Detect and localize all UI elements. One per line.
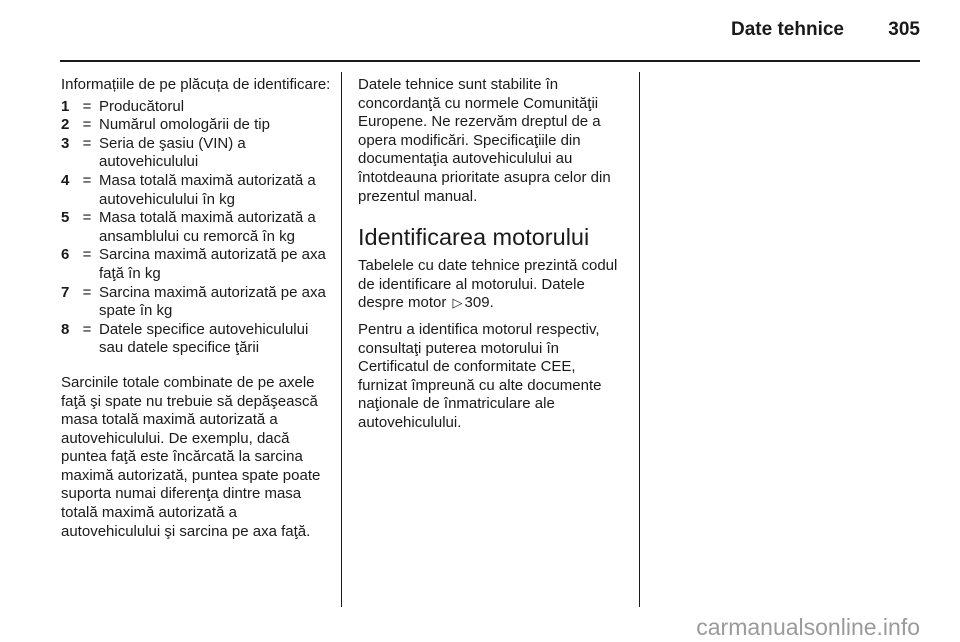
list-item [61, 209, 333, 246]
item-text: Masa totală maximă autorizată a autovehiculului în kg [99, 171, 316, 208]
column-divider-2 [639, 72, 640, 607]
plate-legend-list [61, 98, 333, 358]
item-text: Seria de şasiu (VIN) a autovehiculului [99, 134, 246, 171]
middle-column [358, 76, 628, 433]
plate-intro: Informațiile de pe plăcuța de identificare: [61, 76, 331, 93]
watermark: carmanualsonline.info [696, 614, 920, 640]
item-number: 8 [61, 320, 70, 338]
item-text: Sarcina maximă autorizată pe axa spate în kg [99, 283, 326, 320]
item-separator: = [82, 134, 92, 152]
item-number: 3 [61, 134, 70, 152]
left-column [61, 76, 333, 541]
page-title: Date tehnice [731, 19, 844, 40]
item-separator: = [82, 320, 92, 338]
section-heading: Identificarea motorului [358, 224, 590, 251]
reference-arrow-icon: ▷ [452, 295, 463, 311]
item-text: Masa totală maximă autorizată a ansamblului cu remorcă în kg [99, 209, 316, 245]
item-separator: = [82, 283, 92, 301]
list-item [61, 321, 333, 358]
technical-data-paragraph: Datele tehnice sunt stabilite în concordanţă cu normele Comunităţii Europene. Ne rezervăm dreptul de a opera modificări. Specificaţiile din documentaţia autovehiculului au întotdeauna prioritate asupra celor din prezentul manual. [358, 76, 611, 205]
item-number: 7 [61, 283, 70, 301]
list-item [61, 116, 333, 135]
item-separator: = [82, 209, 92, 227]
page-header [60, 19, 920, 47]
list-item [61, 98, 333, 117]
load-paragraph: Sarcinile totale combinate de pe axele faţă şi spate nu trebuie să depăşească masa totală maximă autorizată a autovehiculului. De exemplu, dacă puntea faţă este încărcată la sarcina maximă autorizată, puntea spate poate suporta numai diferenţa dintre masa totală maximă autorizată a autovehiculului şi sarcina pe axa faţă. [61, 373, 321, 540]
engine-power-paragraph: Pentru a identifica motorul respectiv, consultaţi puterea motorului în Certificatul de conformitate CEE, furnizat împreună cu alte documente naţionale de înmatriculare ale autovehiculului. [358, 320, 602, 431]
list-item [61, 172, 333, 209]
engine-id-paragraph [358, 257, 628, 313]
item-text: Sarcina maximă autorizată pe axa faţă în kg [99, 246, 326, 282]
item-separator: = [82, 116, 92, 134]
item-text: Producătorul [99, 97, 185, 115]
page-number: 305 [888, 19, 920, 40]
header-divider [60, 60, 920, 62]
item-text: Datele specifice autovehiculului sau datele specifice ţării [99, 320, 309, 357]
item-separator: = [82, 171, 92, 189]
list-item [61, 246, 333, 283]
list-item [61, 284, 333, 321]
item-number: 1 [61, 97, 70, 115]
engine-id-text: Tabelele cu date tehnice prezintă codul de identificare al motorului. Datele despre motor [358, 257, 618, 312]
item-number: 5 [61, 209, 70, 227]
reference-page-link[interactable]: 309. [464, 294, 494, 312]
item-separator: = [82, 97, 92, 115]
item-number: 4 [61, 171, 70, 189]
column-divider-1 [341, 72, 342, 607]
list-item [61, 135, 333, 172]
item-separator: = [82, 246, 92, 264]
item-number: 6 [61, 246, 70, 264]
item-number: 2 [61, 116, 70, 134]
item-text: Numărul omologării de tip [99, 116, 270, 134]
